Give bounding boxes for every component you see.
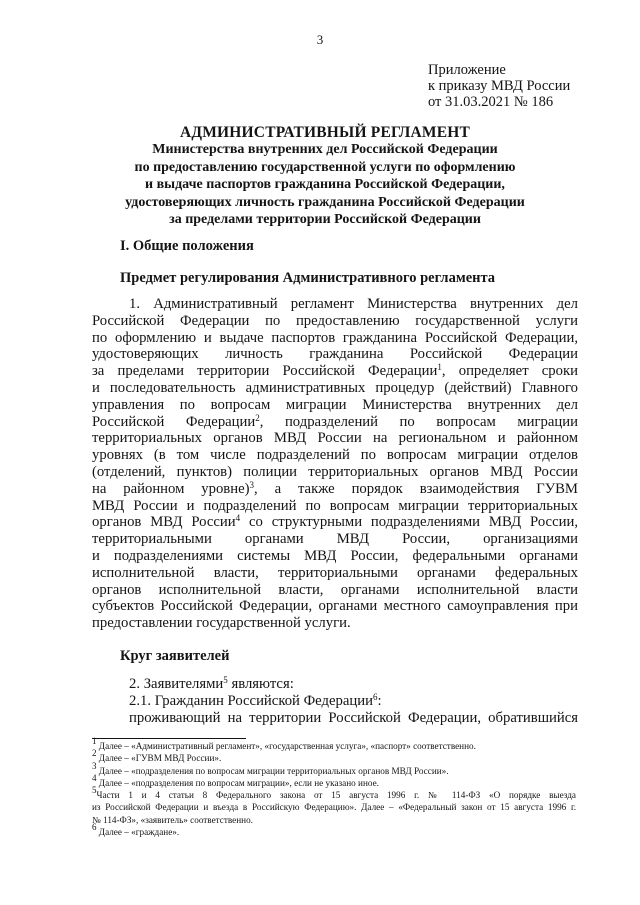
text-segment: 2.1. Гражданин Российской Федерации bbox=[129, 692, 373, 709]
footnote bbox=[92, 785, 576, 801]
text-line: уровнях (в том числе подразделений по вопросам миграции отделов bbox=[92, 447, 578, 464]
footnote-ref: 1 bbox=[437, 362, 442, 373]
footnote-mark: 1 bbox=[92, 736, 97, 746]
footnote-mark: 3 bbox=[92, 760, 97, 771]
text-line bbox=[92, 481, 578, 498]
section-heading: I. Общие положения bbox=[120, 238, 254, 254]
page-number: 3 bbox=[316, 32, 324, 47]
text-line bbox=[92, 363, 578, 380]
footnote-text: Далее – «подразделения по вопросам миграции», если не указано иное. bbox=[98, 777, 379, 788]
text-line bbox=[92, 693, 578, 710]
footnote bbox=[92, 748, 576, 764]
footnote-text: Далее – «граждане». bbox=[98, 827, 180, 838]
text-line: удостоверяющих личность гражданина Российской Федерации bbox=[92, 346, 578, 363]
footnote bbox=[92, 822, 576, 838]
text-line: субъектов Российской Федерации, органами местного самоуправления при bbox=[92, 598, 578, 615]
text-line: территориальными органами МВД России, организациями bbox=[92, 531, 578, 548]
text-line: по оформлению и выдаче паспортов гражданина Российской Федерации, bbox=[92, 329, 578, 346]
text-line: территориальных органов МВД России на региональном и районном bbox=[92, 430, 578, 447]
text-segment: на районном уровне) bbox=[92, 480, 250, 497]
footnote-text: Далее – «ГУВМ МВД России». bbox=[98, 753, 222, 764]
text-line bbox=[92, 676, 578, 693]
footnote-mark: 2 bbox=[92, 748, 97, 759]
text-line bbox=[92, 514, 578, 531]
applicants-heading: Круг заявителей bbox=[120, 648, 230, 664]
text-segment: , а также порядок взаимодействия ГУВМ bbox=[254, 480, 578, 497]
title-line: по предоставлению государственной услуги по оформлению bbox=[134, 159, 516, 175]
subsection-heading: Предмет регулирования Административного регламента bbox=[120, 270, 496, 286]
text-segment: , определяет сроки bbox=[441, 363, 578, 380]
text-line: МВД России и подразделений по вопросам миграции территориальных bbox=[92, 497, 578, 514]
appendix-line: от 31.03.2021 № 186 bbox=[428, 94, 554, 110]
text-line: (отделений, пунктов) полиции территориальных органов МВД России bbox=[92, 463, 578, 480]
appendix-line: Приложение bbox=[428, 62, 506, 78]
footnote-text: Далее – «Административный регламент», «государственная услуга», «паспорт» соответственно. bbox=[98, 741, 476, 751]
paragraph-2 bbox=[92, 676, 578, 726]
text-segment: Российской Федерации bbox=[92, 413, 256, 430]
footnote-ref: 6 bbox=[372, 691, 378, 702]
footnotes bbox=[92, 736, 576, 838]
text-line: органов исполнительной власти, органами исполнительной власти bbox=[92, 581, 578, 598]
title-line: удостоверяющих личность гражданина Российской Федерации bbox=[125, 194, 525, 210]
paragraph-1 bbox=[92, 296, 578, 632]
footnote-ref: 5 bbox=[223, 675, 228, 685]
text-line: Российской Федерации по предоставлению государственной услуги bbox=[92, 312, 578, 329]
text-line: исполнительной власти, территориальными органами федеральных bbox=[92, 564, 578, 581]
text-line: и подразделениями системы МВД России, федеральными органами bbox=[92, 547, 578, 564]
title-line: Министерства внутренних дел Российской Федерации bbox=[152, 142, 498, 158]
document-title bbox=[80, 124, 570, 228]
title-main: АДМИНИСТРАТИВНЫЙ РЕГЛАМЕНТ bbox=[179, 124, 471, 141]
text-line: и последовательность административных процедур (действий) Главного bbox=[92, 379, 578, 396]
footnote-continuation: № 114-ФЗ», «заявитель» соответственно. bbox=[92, 814, 253, 825]
footnote-mark: 5 bbox=[92, 785, 97, 796]
footnote-mark: 6 bbox=[92, 822, 97, 833]
text-line: проживающий на территории Российской Федерации, обратившийся bbox=[129, 709, 578, 726]
text-segment: , подразделений по вопросам миграции bbox=[259, 413, 578, 430]
footnote-mark: 4 bbox=[92, 772, 97, 783]
appendix-line: к приказу МВД России bbox=[428, 78, 571, 94]
footnote-ref: 4 bbox=[235, 513, 241, 524]
text-segment: со структурными подразделениями МВД России, bbox=[240, 514, 578, 531]
footnote bbox=[92, 760, 576, 777]
title-line: и выдаче паспортов гражданина Российской Федерации, bbox=[145, 177, 505, 193]
text-segment: : bbox=[377, 692, 382, 709]
text-segment: органов МВД России bbox=[92, 514, 236, 531]
footnote-continuation: из Российской Федерации и въезда в Российскую Федерацию». Далее – «Федеральный закон от 15 августа 1996 г. bbox=[92, 802, 576, 813]
text-segment: 2. Заявителями bbox=[129, 676, 224, 692]
text-segment: являются: bbox=[227, 676, 294, 692]
text-line: управления по вопросам миграции Министерства внутренних дел bbox=[92, 396, 578, 413]
text-line: 1. Административный регламент Министерства внутренних дел bbox=[129, 296, 578, 312]
appendix-note bbox=[428, 62, 570, 110]
footnote-ref: 2 bbox=[255, 412, 260, 423]
footnote-ref: 3 bbox=[249, 479, 255, 490]
text-line bbox=[92, 414, 578, 431]
footnote-text: Далее – «подразделения по вопросам миграции территориальных органов МВД России». bbox=[98, 765, 449, 776]
footnote-separator bbox=[92, 738, 246, 739]
text-line: предоставлении государственной услуги. bbox=[92, 615, 351, 632]
footnote bbox=[92, 772, 576, 789]
title-line: за пределами территории Российской Федерации bbox=[169, 212, 481, 228]
footnote bbox=[92, 736, 576, 752]
footnote-text: Части 1 и 4 статьи 8 Федерального закона от 15 августа 1996 г. № 114-ФЗ «О порядке выезда bbox=[96, 790, 576, 801]
text-segment: за пределами территории Российской Федерации bbox=[92, 363, 438, 380]
